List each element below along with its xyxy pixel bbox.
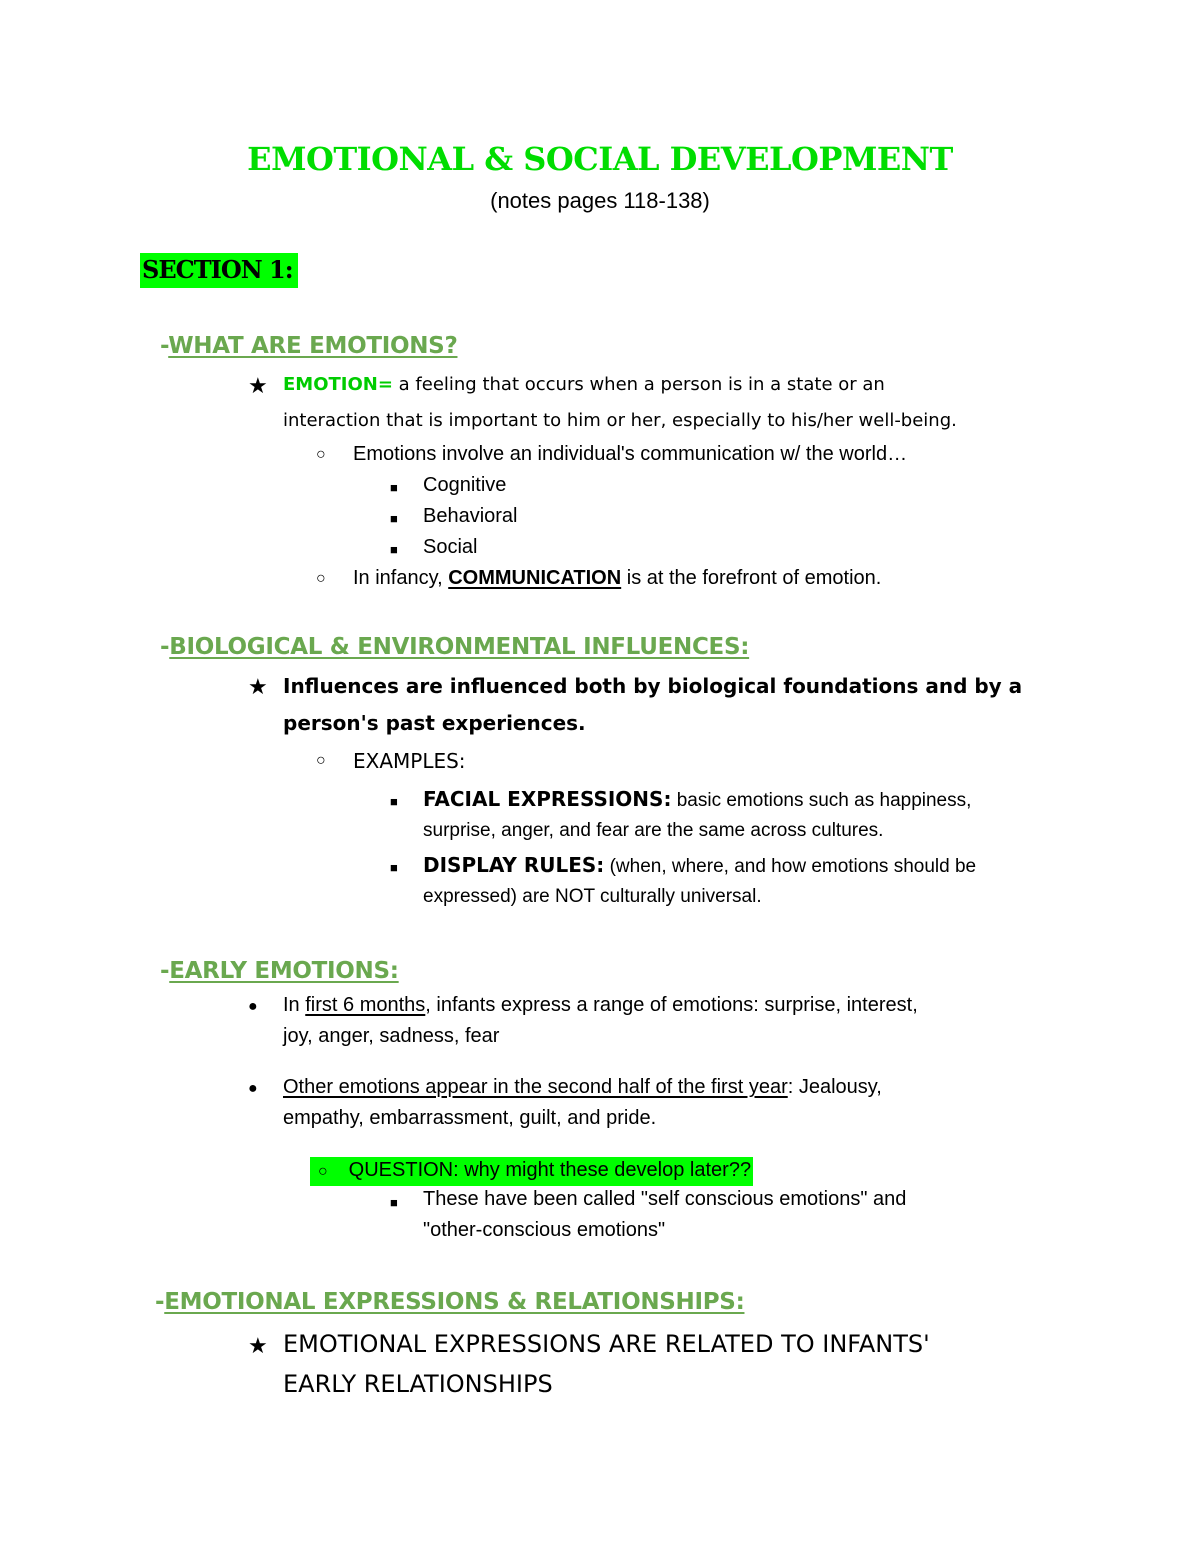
definition-line-2: interaction that is important to him or her, especially to his/her well-being. <box>283 410 957 431</box>
early-bullet-2-line-2: empathy, embarrassment, guilt, and pride. <box>283 1107 657 1129</box>
text-post: : Jealousy, <box>787 1076 882 1098</box>
list-item-social: Social <box>423 536 478 558</box>
heading-text: BIOLOGICAL & ENVIRONMENTAL INFLUENCES: <box>169 634 750 660</box>
square-bullet-icon: ■ <box>390 542 398 557</box>
answer-line-2: "other-conscious emotions" <box>423 1219 666 1241</box>
heading-biological-environmental <box>160 634 749 660</box>
heading-what-are-emotions <box>160 333 457 359</box>
display-line-2: expressed) are NOT culturally universal. <box>423 886 762 907</box>
heading-dash: - <box>160 333 169 359</box>
facial-expressions-item <box>423 787 971 812</box>
circle-bullet-icon: ○ <box>318 1163 328 1180</box>
list-item-cognitive: Cognitive <box>423 474 507 496</box>
communication-term: COMMUNICATION <box>448 567 622 589</box>
dot-bullet-icon: ● <box>248 1080 258 1097</box>
answer-line-1: These have been called "self conscious emotions" and <box>423 1188 907 1210</box>
text-pre: In <box>283 994 306 1016</box>
emotions-involve-text: Emotions involve an individual's communication w/ the world… <box>353 443 908 465</box>
square-bullet-icon: ■ <box>390 860 398 875</box>
display-line-1: (when, where, and how emotions should be <box>604 856 977 877</box>
section-label: SECTION 1: <box>140 253 298 288</box>
heading-text: EARLY EMOTIONS: <box>169 958 399 984</box>
early-bullet-1-line-2: joy, anger, sadness, fear <box>283 1025 500 1047</box>
facial-term: FACIAL EXPRESSIONS: <box>423 787 672 811</box>
heading-text: WHAT ARE EMOTIONS? <box>168 333 458 359</box>
question-text: QUESTION: why might these develop later?? <box>348 1159 752 1181</box>
infancy-communication-text <box>353 567 881 590</box>
circle-bullet-icon: ○ <box>316 570 326 587</box>
heading-early-emotions <box>160 958 399 984</box>
other-emotions-phrase: Other emotions appear in the second half of the first year <box>283 1076 788 1098</box>
dot-bullet-icon: ● <box>248 998 258 1015</box>
display-rules-item <box>423 853 976 878</box>
emotion-term: EMOTION= <box>283 374 393 395</box>
star-bullet-icon: ★ <box>248 674 268 699</box>
page-subtitle: (notes pages 118-138) <box>490 188 710 213</box>
circle-bullet-icon: ○ <box>316 752 326 769</box>
display-term: DISPLAY RULES: <box>423 853 605 877</box>
heading-emotional-expressions <box>155 1289 744 1315</box>
facial-line-1: basic emotions such as happiness, <box>671 790 972 811</box>
definition-line-1: a feeling that occurs when a person is in a state or an <box>392 374 885 395</box>
early-bullet-1 <box>283 994 918 1017</box>
influences-line-2: person's past experiences. <box>283 711 586 735</box>
circle-bullet-icon: ○ <box>316 446 326 463</box>
text-pre: In infancy, <box>353 567 449 589</box>
expressions-line-2: EARLY RELATIONSHIPS <box>283 1370 553 1398</box>
expressions-line-1: EMOTIONAL EXPRESSIONS ARE RELATED TO INFANTS' <box>283 1330 930 1358</box>
emotion-definition <box>283 374 885 395</box>
star-bullet-icon: ★ <box>248 1333 268 1358</box>
early-bullet-2 <box>283 1076 882 1099</box>
text-post: is at the forefront of emotion. <box>621 567 882 589</box>
first-6-months: first 6 months <box>305 994 426 1016</box>
heading-text: EMOTIONAL EXPRESSIONS & RELATIONSHIPS: <box>164 1289 745 1315</box>
square-bullet-icon: ■ <box>390 511 398 526</box>
heading-dash: - <box>155 1289 165 1315</box>
heading-dash: - <box>160 958 170 984</box>
star-bullet-icon: ★ <box>248 373 268 398</box>
question-highlight <box>310 1157 753 1186</box>
heading-dash: - <box>160 634 170 660</box>
square-bullet-icon: ■ <box>390 480 398 495</box>
text-post: , infants express a range of emotions: surprise, interest, <box>425 994 918 1016</box>
square-bullet-icon: ■ <box>390 1195 398 1210</box>
influences-line-1: Influences are influenced both by biological foundations and by a <box>283 674 1023 698</box>
square-bullet-icon: ■ <box>390 794 398 809</box>
page-title: EMOTIONAL & SOCIAL DEVELOPMENT <box>247 140 953 178</box>
list-item-behavioral: Behavioral <box>423 505 518 527</box>
examples-label: EXAMPLES: <box>353 749 466 773</box>
facial-line-2: surprise, anger, and fear are the same across cultures. <box>423 820 884 841</box>
